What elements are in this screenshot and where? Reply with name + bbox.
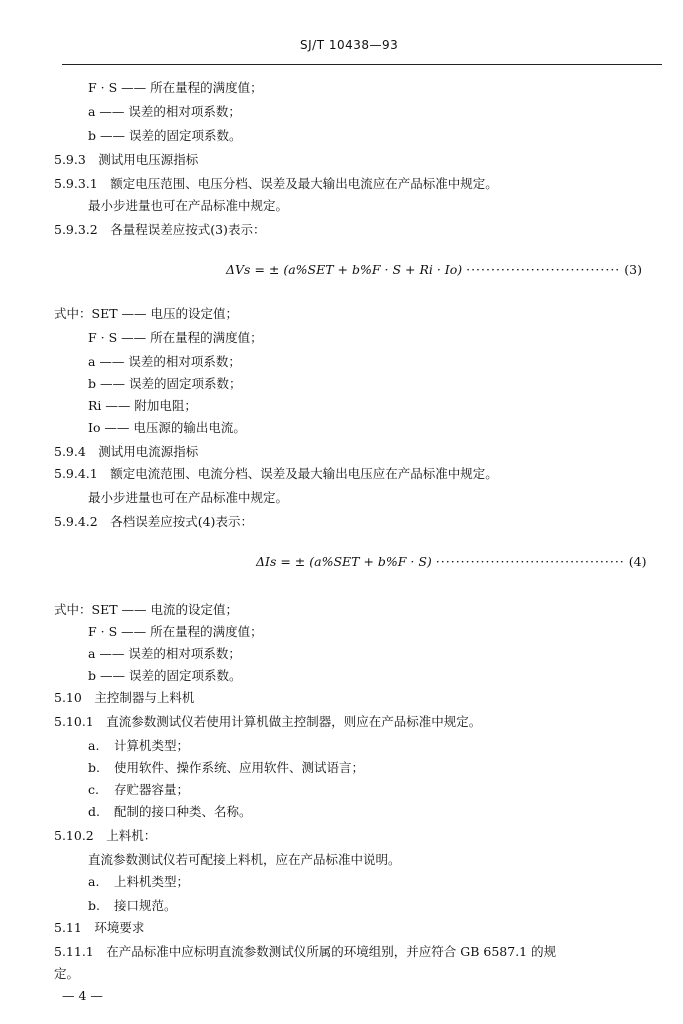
formula-3-expression: ΔVs = ± (a%SET + b%F · S + Ri · Io): [226, 262, 463, 277]
list-item: [88, 804, 252, 820]
section-5-11: 5.11 环境要求: [54, 920, 145, 935]
where-set-current: 式中：SET —— 电流的设定值；: [54, 602, 238, 617]
formula-4-expression: ΔIs = ± (a%SET + b%F · S): [256, 554, 432, 569]
def-fs: F · S —— 所在量程的满度值；: [88, 80, 263, 95]
clause-5-9-4-2: 5.9.4.2 各档误差应按式(4)表示：: [54, 514, 253, 529]
list-marker: c.: [88, 782, 99, 797]
standard-number-header: SJ/T 10438—93: [300, 38, 399, 52]
list-item: [88, 738, 189, 754]
formula-4-number: (4): [628, 554, 647, 569]
list-text: 计算机类型；: [114, 738, 190, 753]
section-5-10: 5.10 主控制器与上料机: [54, 690, 195, 705]
list-item: [88, 898, 177, 914]
def-io: Io —— 电压源的输出电流。: [88, 420, 246, 435]
formula-3-number: (3): [624, 262, 642, 277]
clause-5-9-4-1: 5.9.4.1 额定电流范围、电流分档、误差及最大输出电压应在产品标准中规定。: [54, 466, 498, 481]
formula-4: [256, 554, 647, 569]
list-text: 使用软件、操作系统、应用软件、测试语言；: [114, 760, 365, 775]
section-5-9-4: 5.9.4 测试用电流源指标: [54, 444, 199, 459]
def-a-3: a —— 误差的相对项系数；: [88, 646, 241, 661]
page-number: — 4 —: [62, 988, 103, 1003]
list-marker: a.: [88, 738, 100, 753]
def-a: a —— 误差的相对项系数；: [88, 104, 241, 119]
list-marker: b.: [88, 898, 100, 913]
clause-5-10-2-text: 直流参数测试仪若可配接上料机，应在产品标准中说明。: [88, 852, 401, 867]
header-rule: [62, 64, 662, 65]
def-fs-2: F · S —— 所在量程的满度值；: [88, 330, 263, 345]
def-fs-3: F · S —— 所在量程的满度值；: [88, 624, 263, 639]
list-text: 配制的接口种类、名称。: [114, 804, 252, 819]
clause-5-9-3-1-cont: 最小步进量也可在产品标准中规定。: [88, 198, 289, 213]
list-text: 上料机类型；: [114, 874, 190, 889]
clause-5-11-1-cont: 定。: [54, 966, 80, 981]
where-set-voltage: 式中：SET —— 电压的设定值；: [54, 306, 238, 321]
list-text: 接口规范。: [114, 898, 177, 913]
clause-5-9-4-1-cont: 最小步进量也可在产品标准中规定。: [88, 490, 289, 505]
clause-5-10-2: 5.10.2 上料机：: [54, 828, 157, 843]
def-b: b —— 误差的固定项系数。: [88, 128, 242, 143]
list-marker: d.: [88, 804, 100, 819]
formula-3-leader: ·······························: [466, 262, 621, 277]
list-marker: a.: [88, 874, 100, 889]
list-marker: b.: [88, 760, 100, 775]
def-ri: Ri —— 附加电阻；: [88, 398, 197, 413]
clause-5-9-3-1: 5.9.3.1 额定电压范围、电压分档、误差及最大输出电流应在产品标准中规定。: [54, 176, 498, 191]
def-b-2: b —— 误差的固定项系数；: [88, 376, 242, 391]
clause-5-9-3-2: 5.9.3.2 各量程误差应按式(3)表示：: [54, 222, 266, 237]
list-item: [88, 760, 364, 776]
formula-3: [226, 262, 642, 277]
formula-4-leader: ······································: [435, 554, 625, 569]
clause-5-11-1: 5.11.1 在产品标准中应标明直流参数测试仪所属的环境组别，并应符合 GB 6587.1 的规: [54, 944, 557, 959]
list-item: [88, 874, 189, 890]
def-b-3: b —— 误差的固定项系数。: [88, 668, 242, 683]
def-a-2: a —— 误差的相对项系数；: [88, 354, 241, 369]
clause-5-10-1: 5.10.1 直流参数测试仪若使用计算机做主控制器，则应在产品标准中规定。: [54, 714, 482, 729]
list-text: 存贮器容量；: [114, 782, 190, 797]
section-5-9-3: 5.9.3 测试用电压源指标: [54, 152, 199, 167]
list-item: [88, 782, 189, 798]
